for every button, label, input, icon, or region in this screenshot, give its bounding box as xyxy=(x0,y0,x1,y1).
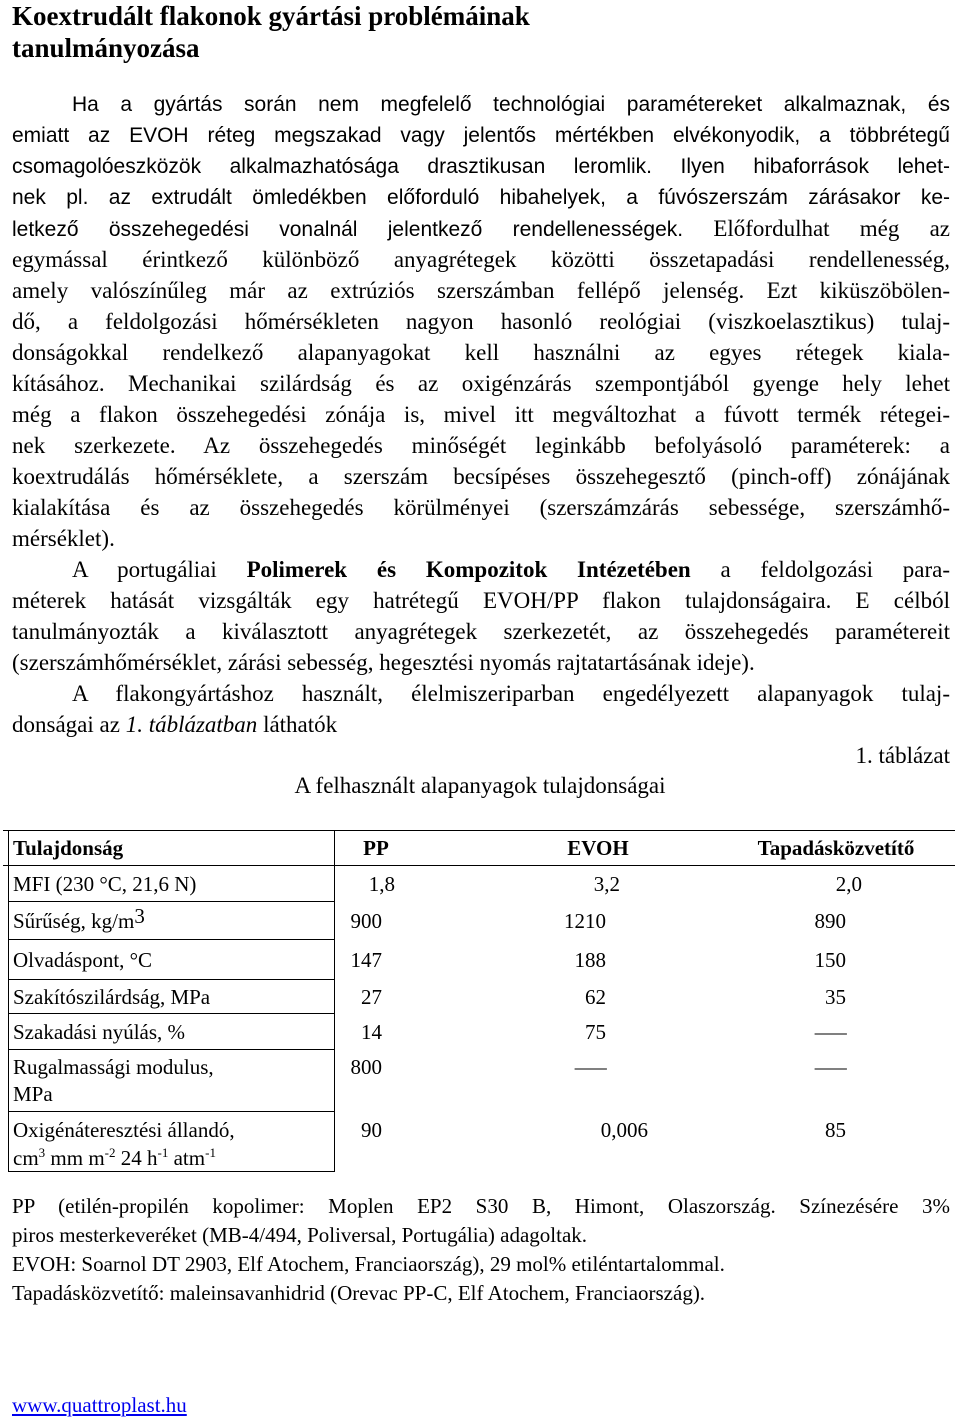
pp-value: 14 xyxy=(361,1020,382,1044)
unit-exponent: -2 xyxy=(104,1145,116,1160)
evoh-value: 62 xyxy=(585,985,606,1009)
unit-exponent: -1 xyxy=(157,1145,169,1160)
adhesive-value xyxy=(814,1014,847,1050)
text-line xyxy=(12,554,950,585)
table-notes xyxy=(12,1192,950,1308)
table-row xyxy=(0,1112,960,1172)
title-line: Koextrudált flakonok gyártási problémáinak xyxy=(12,1,530,31)
text-line: (szerszámhőmérséklet, zárási sebesség, hegesztési nyomás rajtatartásának ideje). xyxy=(12,650,755,675)
table-row xyxy=(0,902,960,940)
property-label-unit: MPa xyxy=(13,1082,53,1106)
unit-exponent: 3 xyxy=(38,1145,46,1160)
property-label: Sűrűség, kg/m xyxy=(13,909,135,933)
property-label: Rugalmassági modulus, xyxy=(13,1055,214,1079)
text-line: kításához. Mechanikai szilárdság és az oxigénzárás szempontjából gyenge hely lehet xyxy=(12,371,950,396)
text-line: csomagolóeszközök alkalmazhatósága drasztikusan leromlik. Ilyen hibaforrások lehet- xyxy=(12,155,950,178)
adhesive-value: 35 xyxy=(825,985,846,1009)
text-line xyxy=(12,213,950,244)
text-line: donságokkal rendelkező alapanyagokat kell használni az egyes rétegek kiala- xyxy=(12,340,950,365)
intro-paragraph xyxy=(12,89,950,554)
note-line: EVOH: Soarnol DT 2903, Elf Atochem, Franciaország), 29 mol% etiléntartalommal. xyxy=(12,1252,725,1276)
text-line: nek pl. az extrudált ömledékben előforduló hibahelyek, a fúvószerszám zárásakor ke- xyxy=(12,186,950,209)
text-segment: a feldolgozási para- xyxy=(720,557,951,582)
table-row xyxy=(0,940,960,980)
table-header-property: Tulajdonság xyxy=(8,830,335,866)
table-reference: 1. táblázatban xyxy=(125,712,258,737)
property-label: Szakadási nyúlás, % xyxy=(13,1020,186,1044)
materials-paragraph xyxy=(12,678,950,740)
table-row xyxy=(0,980,960,1014)
adhesive-value: 150 xyxy=(814,948,846,972)
property-cell xyxy=(8,902,335,940)
note-line: piros mesterkeveréket (MB-4/494, Poliversal, Portugália) adagoltak. xyxy=(12,1223,588,1247)
adhesive-value: 2,0 xyxy=(835,872,862,896)
text-segment: letkező összehegedési vonalnál jelentkező rendellenességek. xyxy=(12,218,684,241)
text-line: tanulmányozták a kiválasztott anyagrétegek szerkezetét, az összehegedés paramétereit xyxy=(12,619,950,644)
text-segment: donságai az xyxy=(12,712,120,737)
evoh-value: 1210 xyxy=(564,909,606,933)
text-line: méterek hatását vizsgálták egy hatrétegű EVOH/PP flakon tulajdonságaira. E célból xyxy=(12,588,950,613)
property-label: Olvadáspont, °C xyxy=(13,948,153,972)
unit-part: cm xyxy=(13,1146,39,1170)
pp-value: 1,8 xyxy=(368,872,395,896)
text-line: A flakongyártáshoz használt, élelmiszeriparban engedélyezett alapanyagok tulaj- xyxy=(72,681,950,706)
table-row xyxy=(0,1050,960,1112)
property-label: Oxigénáteresztési állandó, xyxy=(13,1118,235,1142)
text-line: Ha a gyártás során nem megfelelő technológiai paramétereket alkalmaznak, és xyxy=(72,93,950,116)
property-cell xyxy=(8,980,335,1014)
title-line: tanulmányozása xyxy=(12,33,200,63)
property-cell xyxy=(8,866,335,902)
text-line: dő, a feldolgozási hőmérsékleten nagyon hasonló reológiai (viszkoelasztikus) tulaj- xyxy=(12,309,950,334)
evoh-value: 3,2 xyxy=(593,872,620,896)
property-label-unit xyxy=(13,1144,334,1175)
note-line: PP (etilén-propilén kopolimer: Moplen EP2 S30 B, Himont, Olaszország. Színezésére 3% xyxy=(12,1194,950,1218)
unit-part: mm m xyxy=(50,1146,105,1170)
pp-value: 800 xyxy=(350,1055,382,1079)
text-line: emiatt az EVOH réteg megszakad vagy jelentős mértékben elvékonyodik, a többrétegű xyxy=(12,124,950,147)
pp-value: 900 xyxy=(350,909,382,933)
table-header-pp: PP xyxy=(363,836,389,860)
text-segment: Előfordulhat még az xyxy=(713,216,951,241)
table-number: 1. táblázat xyxy=(855,743,950,768)
text-line: egymással érintkező különböző anyagrétegek közötti összetapadási rendellenesség, xyxy=(12,247,950,272)
unit-exponent: 3 xyxy=(134,904,145,928)
text-line: nek szerkezete. Az összehegedés minőségét leginkább befolyásoló paraméterek: a xyxy=(12,433,950,458)
pp-value: 147 xyxy=(350,948,382,972)
property-cell xyxy=(8,1014,335,1050)
property-cell xyxy=(8,940,335,980)
property-label: MFI (230 °C, 21,6 N) xyxy=(13,872,197,896)
unit-part: atm xyxy=(173,1146,206,1170)
adhesive-value: 890 xyxy=(814,909,846,933)
adhesive-value xyxy=(814,1054,847,1081)
institute-name: Polimerek és Kompozitok Intézetében xyxy=(246,557,691,582)
unit-exponent: -1 xyxy=(205,1145,216,1160)
properties-table xyxy=(0,830,960,1172)
property-cell xyxy=(8,1112,335,1172)
adhesive-value: 85 xyxy=(825,1118,846,1142)
property-cell xyxy=(8,1050,335,1112)
text-line: koextrudálás hőmérséklete, a szerszám becsípéses összehegesztő (pinch-off) zónájának xyxy=(12,464,950,489)
text-segment: láthatók xyxy=(263,712,338,737)
property-label: Szakítószilárdság, MPa xyxy=(13,985,211,1009)
text-line: mérséklet). xyxy=(12,526,115,551)
table-header-adhesive: Tapadásközvetítő xyxy=(757,836,915,860)
table-caption: A felhasznált alapanyagok tulajdonságai xyxy=(294,773,666,798)
text-segment: A portugáliai xyxy=(72,557,217,582)
text-line: még a flakon összehegedési zónája is, mivel itt megváltozhat a fúvott termék rétegei- xyxy=(12,402,950,427)
table-header-row xyxy=(0,830,960,866)
text-line xyxy=(12,709,950,740)
unit-part: 24 h xyxy=(120,1146,158,1170)
text-line: amely valószínűleg már az extrúziós szerszámban fellépő jelenség. Ezt kiküszöbölen- xyxy=(12,278,950,303)
table-row xyxy=(0,866,960,902)
study-paragraph xyxy=(12,554,950,678)
evoh-value: 188 xyxy=(574,948,606,972)
dash-value: – xyxy=(574,1055,606,1079)
website-link[interactable]: www.quattroplast.hu xyxy=(12,1393,187,1417)
text-line: kialakítása és az összehegedés körülményei (szerszámzárás sebessége, szerszámhő- xyxy=(12,495,950,520)
pp-value: 27 xyxy=(361,985,382,1009)
table-row xyxy=(0,1014,960,1050)
evoh-value: 0,006 xyxy=(600,1118,648,1142)
dash-value: – xyxy=(814,1020,846,1044)
evoh-value xyxy=(574,1054,607,1081)
note-line: Tapadásközvetítő: maleinsavanhidrid (Orevac PP-C, Elf Atochem, Franciaország). xyxy=(12,1281,706,1305)
table-header-evoh: EVOH xyxy=(567,836,629,860)
evoh-value: 75 xyxy=(585,1020,606,1044)
document-title xyxy=(12,0,530,64)
dash-value: – xyxy=(814,1055,846,1079)
pp-value: 90 xyxy=(361,1118,382,1142)
